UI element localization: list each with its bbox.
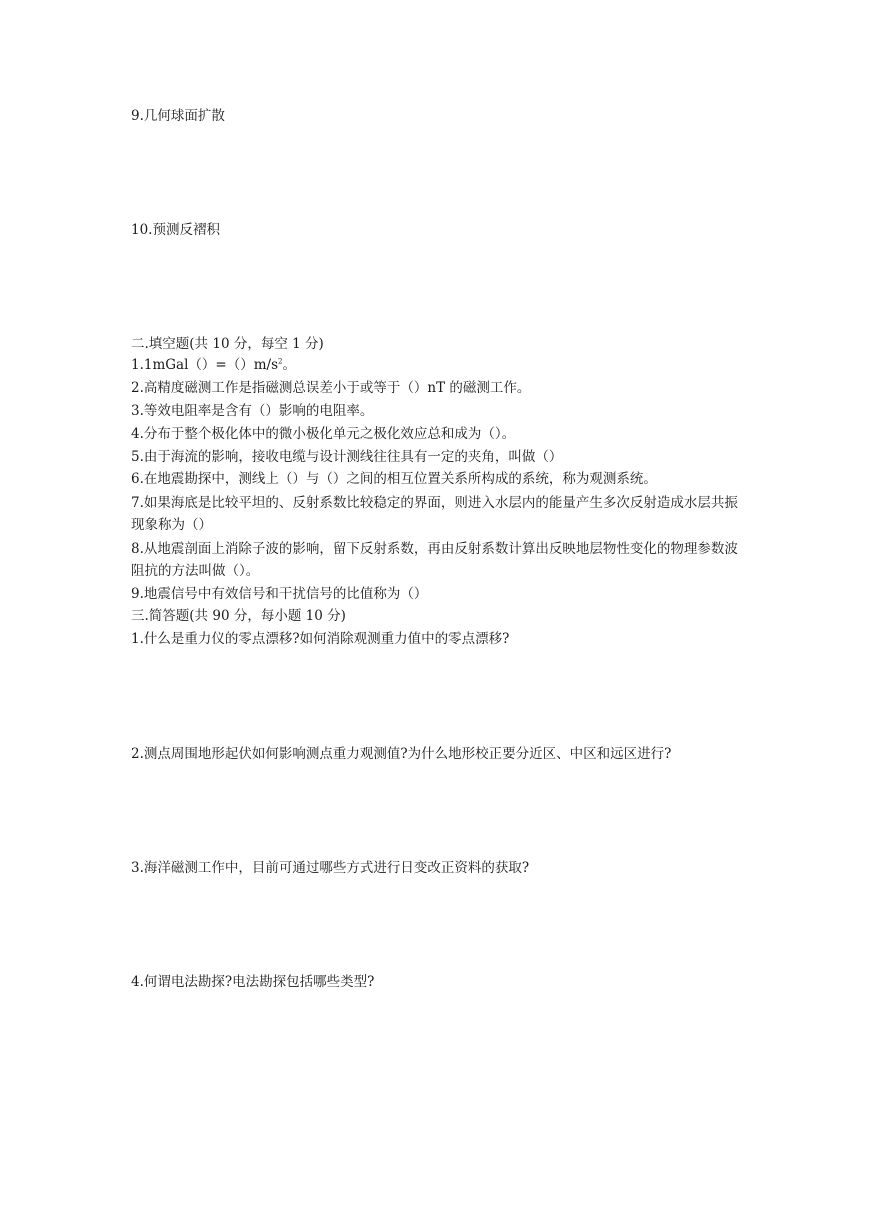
fill-question-1-end: 。: [282, 357, 296, 373]
fill-question-1-text: 1.1mGal（）=（）m/s: [131, 357, 279, 373]
fill-question-8: 8.从地震剖面上消除子波的影响，留下反射系数，再由反射系数计算出反映地层物性变化的物理参数波阻抗的方法叫做（）。: [131, 541, 738, 579]
fill-question-2: 2.高精度磁测工作是指磁测总误差小于或等于（）nT 的磁测工作。: [131, 380, 531, 396]
section-2-heading: 二.填空题(共 10 分，每空 1 分): [131, 336, 324, 352]
short-answer-question-1: 1.什么是重力仪的零点漂移?如何消除观测重力值中的零点漂移?: [131, 631, 510, 647]
fill-question-1: [131, 355, 296, 375]
fill-question-9: 9.地震信号中有效信号和干扰信号的比值称为（）: [131, 586, 428, 602]
short-answer-question-3: 3.海洋磁测工作中，目前可通过哪些方式进行日变改正资料的获取?: [131, 860, 530, 876]
short-answer-question-2: 2.测点周围地形起伏如何影响测点重力观测值?为什么地形校正要分近区、中区和远区进行?: [131, 746, 672, 762]
fill-question-4: 4.分布于整个极化体中的微小极化单元之极化效应总和成为（）。: [131, 426, 516, 442]
short-answer-question-4: 4.何谓电法勘探?电法勘探包括哪些类型?: [131, 974, 375, 990]
question-10-predictive-deconvolution: 10.预测反褶积: [131, 222, 220, 238]
section-3-heading: 三.简答题(共 90 分，每小题 10 分): [131, 608, 346, 624]
fill-question-6: 6.在地震勘探中，测线上（）与（）之间的相互位置关系所构成的系统，称为观测系统。: [131, 471, 657, 487]
fill-question-1-superscript: 2: [278, 357, 283, 366]
fill-question-5: 5.由于海流的影响，接收电缆与设计测线往往具有一定的夹角，叫做（）: [131, 449, 563, 465]
fill-question-7: 7.如果海底是比较平坦的、反射系数比较稳定的界面，则进入水层内的能量产生多次反射造成水层共振现象称为（）: [131, 495, 738, 533]
fill-question-3: 3.等效电阻率是含有（）影响的电阻率。: [131, 403, 374, 419]
question-9-geometric-spreading: 9.几何球面扩散: [131, 108, 225, 124]
